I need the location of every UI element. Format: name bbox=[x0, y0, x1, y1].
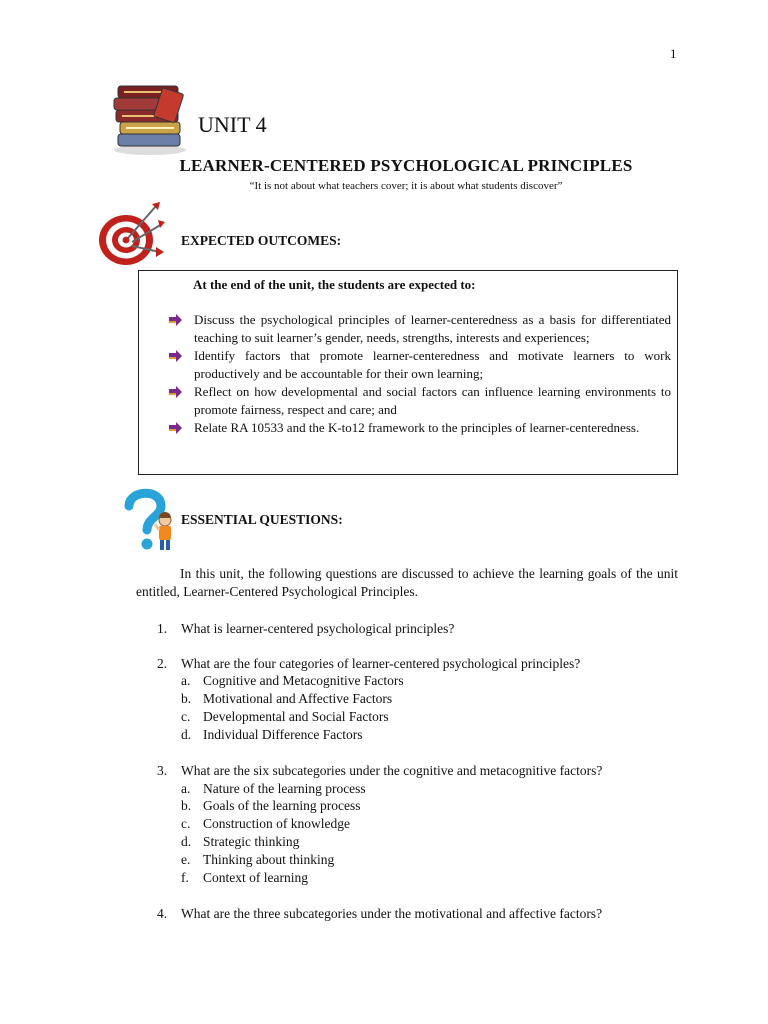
question-text: What are the four categories of learner-centered psychological principles? bbox=[181, 656, 581, 671]
question-number: 3. bbox=[157, 763, 168, 778]
books-icon bbox=[108, 82, 192, 156]
list-item bbox=[0, 815, 768, 833]
sub-text: Thinking about thinking bbox=[203, 852, 335, 867]
sub-label: b. bbox=[181, 691, 192, 706]
sub-text: Nature of the learning process bbox=[203, 781, 366, 796]
outcome-text: Discuss the psychological principles of learner-centeredness as a basis for differentiated teaching to suit learner’s gender, needs, strengths, interests and experiences; bbox=[194, 312, 671, 345]
sub-text: Goals of the learning process bbox=[203, 798, 361, 813]
outcome-text: Relate RA 10533 and the K-to12 framework to the principles of learner-centeredness. bbox=[194, 420, 640, 435]
list-item bbox=[0, 690, 768, 708]
sub-text: Context of learning bbox=[203, 870, 308, 885]
list-item bbox=[0, 672, 768, 690]
question-item bbox=[0, 620, 768, 638]
list-item bbox=[0, 869, 768, 887]
list-item bbox=[0, 780, 768, 798]
list-item bbox=[0, 797, 768, 815]
sub-label: d. bbox=[181, 727, 192, 742]
outcomes-intro: At the end of the unit, the students are expected to: bbox=[193, 277, 476, 292]
question-item bbox=[0, 655, 768, 673]
outcome-text: Identify factors that promote learner-centeredness and motivate learners to work productively and be accountable for their own learning; bbox=[194, 348, 671, 381]
page-title: LEARNER-CENTERED PSYCHOLOGICAL PRINCIPLES bbox=[179, 156, 633, 175]
sub-label: c. bbox=[181, 709, 191, 724]
sub-text: Individual Difference Factors bbox=[203, 727, 363, 742]
quote: “It is not about what teachers cover; it is about what students discover” bbox=[249, 180, 563, 192]
question-mark-icon bbox=[123, 488, 179, 552]
unit-title: UNIT 4 bbox=[198, 112, 267, 137]
outcome-text: Reflect on how developmental and social factors can influence learning environments to promote fairness, respect and care; and bbox=[194, 384, 671, 417]
list-item bbox=[0, 851, 768, 869]
list-item bbox=[169, 311, 671, 347]
page-number: 1 bbox=[670, 46, 677, 61]
list-item bbox=[0, 833, 768, 851]
question-number: 4. bbox=[157, 906, 168, 921]
list-item bbox=[0, 708, 768, 726]
sub-text: Construction of knowledge bbox=[203, 816, 350, 831]
target-icon bbox=[96, 200, 166, 270]
sub-label: e. bbox=[181, 852, 191, 867]
list-item bbox=[169, 383, 671, 419]
question-text: What are the six subcategories under the cognitive and metacognitive factors? bbox=[181, 763, 603, 778]
essential-questions-intro: In this unit, the following questions are discussed to achieve the learning goals of the unit entitled, Learner-Centered Psychological Principles. bbox=[136, 566, 678, 599]
list-item bbox=[169, 347, 671, 383]
sub-text: Motivational and Affective Factors bbox=[203, 691, 393, 706]
question-text: What is learner-centered psychological principles? bbox=[181, 621, 455, 636]
sub-label: b. bbox=[181, 798, 192, 813]
sub-label: c. bbox=[181, 816, 191, 831]
outcomes-list bbox=[169, 311, 671, 437]
question-item bbox=[0, 905, 768, 923]
question-number: 1. bbox=[157, 621, 168, 636]
sub-text: Strategic thinking bbox=[203, 834, 300, 849]
list-item bbox=[169, 419, 671, 437]
sub-label: d. bbox=[181, 834, 192, 849]
sub-text: Developmental and Social Factors bbox=[203, 709, 389, 724]
arrow-bullet-icon bbox=[169, 314, 182, 326]
sub-text: Cognitive and Metacognitive Factors bbox=[203, 673, 404, 688]
outcomes-box bbox=[138, 270, 678, 475]
question-text: What are the three subcategories under the motivational and affective factors? bbox=[181, 906, 603, 921]
essential-questions-heading: ESSENTIAL QUESTIONS: bbox=[181, 512, 343, 527]
sub-label: f. bbox=[181, 870, 189, 885]
question-item bbox=[0, 762, 768, 780]
question-number: 2. bbox=[157, 656, 168, 671]
arrow-bullet-icon bbox=[169, 422, 182, 434]
expected-outcomes-heading: EXPECTED OUTCOMES: bbox=[181, 233, 342, 248]
sub-label: a. bbox=[181, 781, 191, 796]
arrow-bullet-icon bbox=[169, 386, 182, 398]
list-item bbox=[0, 726, 768, 744]
sub-label: a. bbox=[181, 673, 191, 688]
arrow-bullet-icon bbox=[169, 350, 182, 362]
